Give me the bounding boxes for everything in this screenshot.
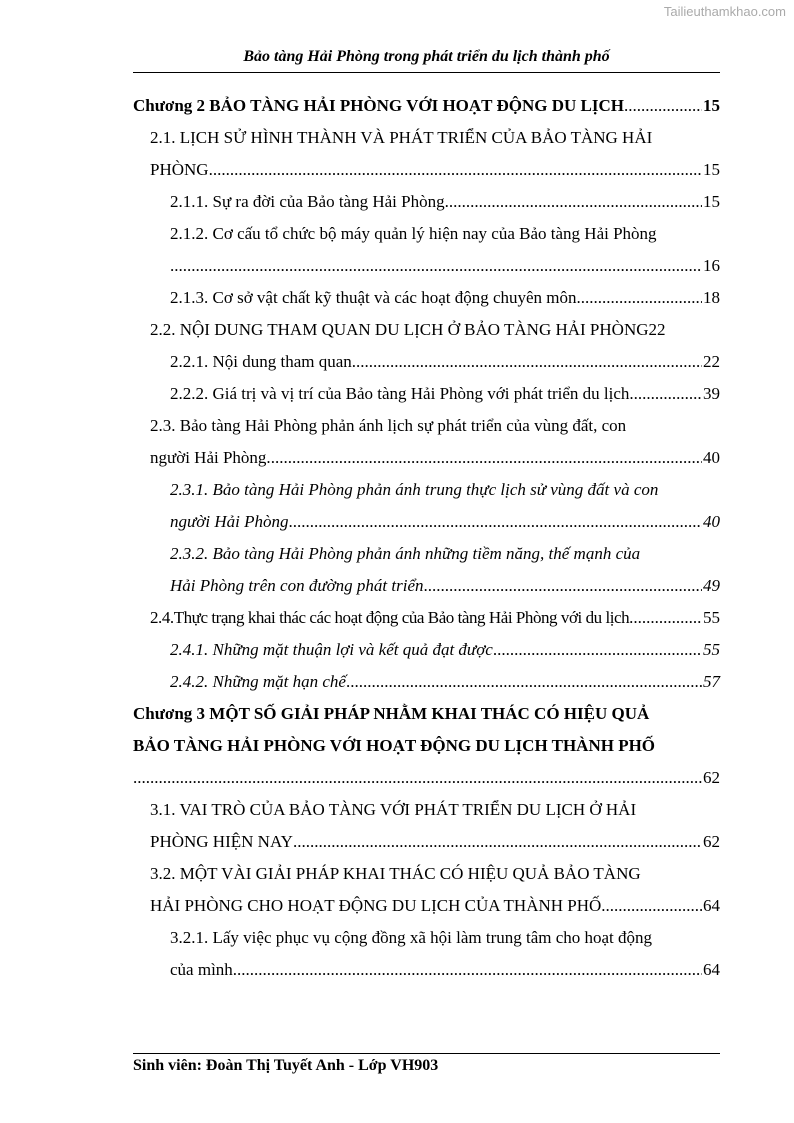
toc-page-number: 40 [703,448,720,467]
toc-entry [133,282,720,314]
toc-entry-text: Hải Phòng trên con đường phát triển [170,576,424,595]
toc-entry [133,762,720,794]
toc-page-number: 22 [703,352,720,371]
toc-entry [133,442,720,474]
toc-entry-text: PHÒNG HIỆN NAY [150,832,293,851]
toc-entry [133,218,720,250]
toc-page-number: 15 [703,192,720,211]
toc-entry-text: 2.2.1. Nội dung tham quan [170,352,352,371]
toc-leader-dots [133,762,702,794]
toc-page-number: 15 [703,96,720,115]
toc-entry [133,474,720,506]
toc-entry-text: 2.4.2. Những mặt hạn chế [170,672,346,691]
toc-entry-text: 2.3.1. Bảo tàng Hải Phòng phản ánh trung thực lịch sử vùng đất và con [170,480,659,499]
toc-entry-text: HẢI PHÒNG CHO HOẠT ĐỘNG DU LỊCH CỦA THÀNH PHỐ [150,896,602,915]
toc-page-number: 55 [703,640,720,659]
footer-rule [133,1053,720,1054]
toc-entry-text: 2.4.1. Những mặt thuận lợi và kết quả đạt được [170,640,493,659]
toc-leader-dots [634,378,702,410]
toc-entry-text: người Hải Phòng [170,512,289,531]
toc-entry-text: 2.1.1. Sự ra đời của Bảo tàng Hải Phòng [170,192,445,211]
toc-entry-text: Chương 3 MỘT SỐ GIẢI PHÁP NHẰM KHAI THÁC CÓ HIỆU QUẢ [133,704,650,723]
toc-entry [133,122,720,154]
footer-student-info: Sinh viên: Đoàn Thị Tuyết Anh - Lớp VH903 [133,1057,439,1074]
toc-leader-dots [352,346,702,378]
running-header-title: Bảo tàng Hải Phòng trong phát triển du lịch thành phố [243,48,610,65]
toc-leader-dots [493,634,702,666]
toc-leader-dots [577,282,702,314]
toc-entry-text: 2.1.3. Cơ sở vật chất kỹ thuật và các hoạt động chuyên môn [170,288,577,307]
toc-leader-dots [445,186,702,218]
toc-entry-text: của mình [170,960,233,979]
toc-entry [133,922,720,954]
toc-page-number: 64 [703,960,720,979]
toc-page-number: 49 [703,576,720,595]
toc-entry [133,538,720,570]
toc-entry-text: Chương 2 BẢO TÀNG HẢI PHÒNG VỚI HOẠT ĐỘNG DU LỊCH [133,96,624,115]
toc-entry [133,954,720,986]
toc-page-number: 62 [703,768,720,787]
toc-page-number: 16 [703,256,720,275]
toc-leader-dots [346,666,702,698]
toc-entry [133,250,720,282]
toc-entry [133,858,720,890]
toc-entry [133,314,720,346]
toc-entry [133,154,720,186]
header-rule [133,72,720,73]
toc-entry-text: 3.1. VAI TRÒ CỦA BẢO TÀNG VỚI PHÁT TRIỂN DU LỊCH Ở HẢI [150,800,637,819]
toc-entry [133,666,720,698]
toc-entry [133,826,720,858]
toc-entry-text: 2.3. Bảo tàng Hải Phòng phản ánh lịch sự phát triển của vùng đất, con [150,416,627,435]
toc-leader-dots [288,506,702,538]
toc-leader-dots [629,602,702,634]
toc-entry [133,730,720,762]
toc-page-number: 62 [703,832,720,851]
toc-leader-dots [424,570,703,602]
toc-entry [133,90,720,122]
toc-page-number: 15 [703,160,720,179]
toc-leader-dots [293,826,702,858]
toc-entry [133,186,720,218]
toc-entry [133,794,720,826]
toc-entry-text: PHÒNG [150,160,209,179]
toc-entry [133,346,720,378]
toc-entry-text: 2.4.Thực trạng khai thác các hoạt động của Bảo tàng Hải Phòng với du lịch [150,608,630,627]
toc-entry [133,570,720,602]
toc-entry [133,602,720,634]
table-of-contents [133,90,720,986]
toc-page-number: 39 [703,384,720,403]
toc-entry [133,378,720,410]
toc-leader-dots [271,442,702,474]
toc-entry [133,410,720,442]
toc-entry-text: 2.2. NỘI DUNG THAM QUAN DU LỊCH Ở BẢO TÀNG HẢI PHÒNG22 [150,320,666,339]
toc-entry-text: 2.3.2. Bảo tàng Hải Phòng phản ánh những tiềm năng, thế mạnh của [170,544,641,563]
toc-leader-dots [601,890,702,922]
toc-entry [133,634,720,666]
toc-entry-text: 2.1. LỊCH SỬ HÌNH THÀNH VÀ PHÁT TRIỂN CỦA BẢO TÀNG HẢI [150,128,653,147]
watermark: Tailieuthamkhao.com [663,4,786,19]
toc-entry-text: người Hải Phòng. [150,448,271,467]
toc-page-number: 18 [703,288,720,307]
toc-leader-dots [209,154,702,186]
toc-leader-dots [233,954,702,986]
toc-entry-text: 3.2.1. Lấy việc phục vụ cộng đồng xã hội làm trung tâm cho hoạt động [170,928,653,947]
toc-entry [133,698,720,730]
toc-entry [133,506,720,538]
toc-page-number: 64 [703,896,720,915]
toc-leader-dots [624,90,702,122]
toc-entry-text: BẢO TÀNG HẢI PHÒNG VỚI HOẠT ĐỘNG DU LỊCH THÀNH PHỐ [133,736,656,755]
toc-page-number: 57 [703,672,720,691]
toc-entry-text: 2.2.2. Giá trị và vị trí của Bảo tàng Hải Phòng với phát triển du lịch. [170,384,634,403]
toc-entry-text: 3.2. MỘT VÀI GIẢI PHÁP KHAI THÁC CÓ HIỆU QUẢ BẢO TÀNG [150,864,641,883]
toc-entry-text: 2.1.2. Cơ cấu tổ chức bộ máy quản lý hiện nay của Bảo tàng Hải Phòng [170,224,657,243]
toc-leader-dots [170,250,702,282]
toc-page-number: 55 [703,608,720,627]
toc-entry [133,890,720,922]
toc-page-number: 40 [703,512,720,531]
